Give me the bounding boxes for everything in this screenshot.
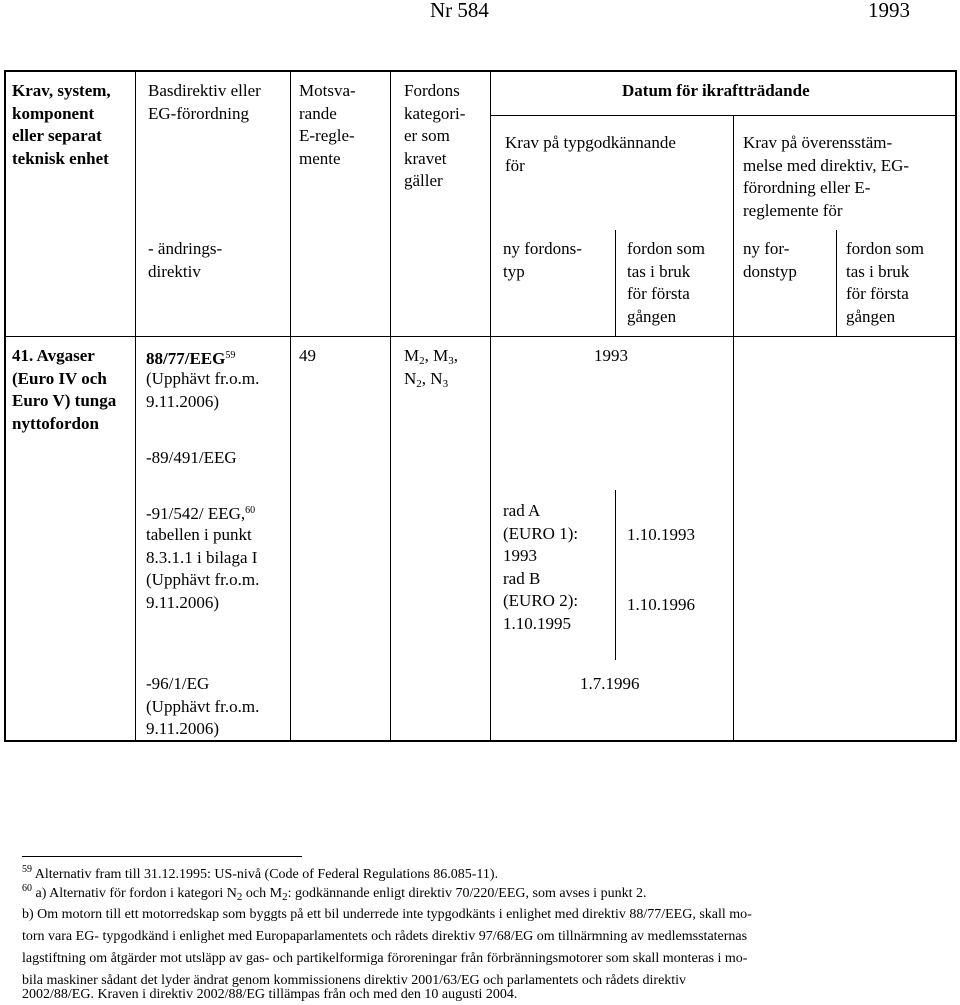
footnote-ref-60: 60 bbox=[245, 505, 256, 516]
footnote-59: $^{59}$ Alternativ fram till 31.12.1995: US-nivå (Code of Federal Regulations 86.085-11). bbox=[22, 864, 499, 882]
col-header-new-type-1: ny fordons- typ bbox=[503, 239, 582, 281]
base-effective-date: 1993 bbox=[594, 346, 628, 365]
col-header-requirement: Krav, system, komponent eller separat teknisk enhet bbox=[12, 81, 111, 168]
footnote-ref-59: 59 bbox=[225, 350, 236, 361]
header-row-divider bbox=[4, 336, 957, 337]
footnote-60b-line4: bila maskiner sådant det lyder ändrat genom kommissionens direktiv 2001/63/EG och parlamentets och rådets direktiv bbox=[22, 973, 687, 988]
amendment-96-1: -96/1/EG (Upphävt fr.o.m. 9.11.2006) bbox=[146, 674, 260, 738]
base-directive-note: (Upphävt fr.o.m. 9.11.2006) bbox=[146, 369, 260, 411]
page-number: Nr 584 bbox=[430, 0, 489, 22]
table-border-top bbox=[4, 70, 957, 72]
col-divider-6-row bbox=[615, 490, 616, 660]
col-header-type-approval: Krav på typgodkännande för bbox=[505, 133, 676, 175]
base-directive bbox=[146, 345, 235, 371]
base-directive-code: 88/77/EEG bbox=[146, 349, 226, 368]
col-header-e-regulation: Motsva- rande E-regle- mente bbox=[299, 81, 356, 168]
col-header-first-use-1: fordon som tas i bruk för första gången bbox=[627, 239, 705, 326]
col-divider-7 bbox=[836, 230, 837, 337]
col-divider-3 bbox=[390, 70, 391, 742]
col-header-new-type-2: ny for- donstyp bbox=[743, 239, 797, 281]
date-header-divider bbox=[490, 115, 957, 116]
requirement-name: 41. Avgaser (Euro IV och Euro V) tunga nyttofordon bbox=[12, 346, 117, 433]
amendment-91-542: -91/542/ EEG,$^{60}$ bbox=[146, 504, 256, 523]
table-border-right bbox=[955, 70, 957, 742]
footnote-60a: $^{60}$ a) Alternativ för fordon i kategori $N_2$ och $M_2$: godkännande enligt direktiv 70/220/EEG, som avses i punkt 2. bbox=[22, 883, 647, 903]
amendment-91-542-first-use-a: 1.10.1993 bbox=[627, 525, 695, 544]
amendment-96-1-date: 1.7.1996 bbox=[580, 674, 640, 693]
footnote-60b-line2: torn vara EG- typgodkänd i enlighet med Europaparlamentets och rådets direktiv 97/68/EG om tillnärmning av medlemsstaternas bbox=[22, 929, 748, 944]
amendment-89-491: -89/491/EEG bbox=[146, 448, 237, 467]
footnote-separator bbox=[22, 856, 302, 857]
col-divider-6-header bbox=[615, 230, 616, 337]
amendment-91-542-details: tabellen i punkt 8.3.1.1 i bilaga I (Upphävt fr.o.m. 9.11.2006) bbox=[146, 525, 260, 612]
col-header-conformity: Krav på överensstäm- melse med direktiv, EG- förordning eller E- reglemente för bbox=[743, 133, 910, 220]
footnote-60b-line5: 2002/88/EG. Kraven i direktiv 2002/88/EG tillämpas från och med den 10 augusti 2004. bbox=[22, 987, 518, 1002]
col-header-effective-date: Datum för ikraftträdande bbox=[622, 81, 810, 100]
col-divider-4 bbox=[490, 70, 491, 742]
footnote-60b-line3: lagstiftning om åtgärder mot utsläpp av gas- och partikelformiga föroreningar från förbränningsmotorer som skall monteras i mo- bbox=[22, 951, 748, 966]
col-divider-1 bbox=[135, 70, 136, 742]
col-header-vehicle-categories: Fordons kategori- er som kravet gäller bbox=[404, 81, 466, 190]
vehicle-categories-n: $N_2$, $N_3$ bbox=[404, 369, 449, 390]
col-divider-5 bbox=[733, 115, 734, 742]
col-header-first-use-2: fordon som tas i bruk för första gången bbox=[846, 239, 924, 326]
footnote-60b-line1: b) Om motorn till ett motorredskap som byggts på ett bil underrede inte typgodkänts i enlighet med direktiv 88/77/EEG, skall mo- bbox=[22, 907, 752, 922]
table-border-left bbox=[4, 70, 6, 742]
vehicle-categories-m: $M_2$, $M_3$, bbox=[404, 346, 458, 367]
e-regulation-number: 49 bbox=[299, 346, 316, 365]
page-year: 1993 bbox=[868, 0, 910, 22]
col-header-base-directive: Basdirektiv eller EG-förordning bbox=[148, 81, 261, 123]
amendment-label: - ändrings- direktiv bbox=[148, 239, 223, 281]
col-divider-2 bbox=[290, 70, 291, 742]
amendment-91-542-first-use-b: 1.10.1996 bbox=[627, 595, 695, 614]
amendment-91-542-new-type-dates: rad A (EURO 1): 1993 rad B (EURO 2): 1.10.1995 bbox=[503, 501, 579, 633]
